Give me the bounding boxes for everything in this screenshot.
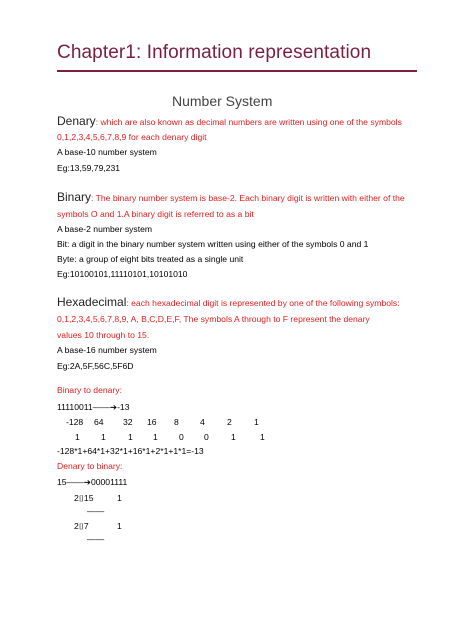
denary-description: : which are also known as decimal numbers are written using one of the symbols	[95, 117, 402, 127]
division-bar: ——	[87, 534, 105, 544]
denary-example: Eg:13,59,79,231	[57, 163, 121, 173]
weight-cell: 8	[174, 417, 179, 427]
binary-description-cont: symbols O and 1.A binary digit is referred to as a bit	[57, 209, 254, 219]
denary-paragraph	[57, 114, 402, 128]
denary-to-binary-example: 15——➔00001111	[57, 477, 128, 487]
title-divider	[57, 70, 417, 72]
weight-cell: 32	[123, 417, 133, 427]
division-step: 2⌷7	[74, 521, 89, 531]
binary-to-denary-sum: -128*1+64*1+32*1+16*1+2*1+1*1=-13	[57, 446, 204, 456]
binary-to-denary-heading: Binary to denary:	[57, 385, 122, 395]
weight-cell: 16	[147, 417, 157, 427]
bit-cell: 1	[128, 432, 133, 442]
division-step: 2⌷15	[74, 493, 94, 503]
hex-description-cont: 0,1,2,3,4,5,6,7,8,9, A, B,C,D,E,F, The symbols A through to F represent the denary	[57, 314, 370, 324]
hex-paragraph	[57, 295, 400, 309]
weight-cell: 4	[200, 417, 205, 427]
weight-cell: 64	[94, 417, 104, 427]
denary-base: A base-10 number system	[57, 147, 157, 157]
bit-cell: 1	[75, 432, 80, 442]
binary-heading: Binary	[57, 190, 92, 204]
hex-description: : each hexadecimal digit is represented by one of the following symbols:	[126, 298, 400, 308]
bit-cell: 1	[153, 432, 158, 442]
weight-cell: 1	[254, 417, 259, 427]
remainder: 1	[117, 493, 122, 503]
binary-bit-def: Bit: a digit in the binary number system written using either of the symbols 0 and 1	[57, 239, 369, 249]
chapter-title: Chapter1: Information representation	[57, 42, 372, 63]
hex-example: Eg:2A,5F,56C,5F6D	[57, 361, 134, 371]
denary-description-cont: 0,1,2,3,4,5,6,7,8,9 for each denary digit	[57, 132, 207, 142]
binary-description: : The binary number system is base-2. Each binary digit is written with either of the	[91, 193, 405, 203]
bit-cell: 1	[101, 432, 106, 442]
binary-byte-def: Byte: a group of eight bits treated as a single unit	[57, 254, 244, 264]
division-bar: ——	[87, 506, 105, 516]
binary-base: A base-2 number system	[57, 224, 153, 234]
denary-to-binary-heading: Denary to binary:	[57, 461, 123, 471]
bit-cell: 0	[204, 432, 209, 442]
binary-to-denary-example: 11110011——➔-13	[57, 402, 130, 412]
hex-base: A base-16 number system	[57, 345, 157, 355]
bit-cell: 0	[179, 432, 184, 442]
hex-heading: Hexadecimal	[57, 295, 127, 309]
weight-cell: 2	[227, 417, 232, 427]
weight-cell: -128	[66, 417, 84, 427]
section-title: Number System	[172, 93, 273, 109]
binary-paragraph	[57, 190, 405, 204]
remainder: 1	[117, 521, 122, 531]
binary-example: Eg:10100101,11110101,10101010	[57, 269, 188, 279]
hex-description-cont2: values 10 through to 15.	[57, 330, 150, 340]
bit-cell: 1	[260, 432, 265, 442]
bit-cell: 1	[231, 432, 236, 442]
denary-heading: Denary	[57, 114, 96, 128]
